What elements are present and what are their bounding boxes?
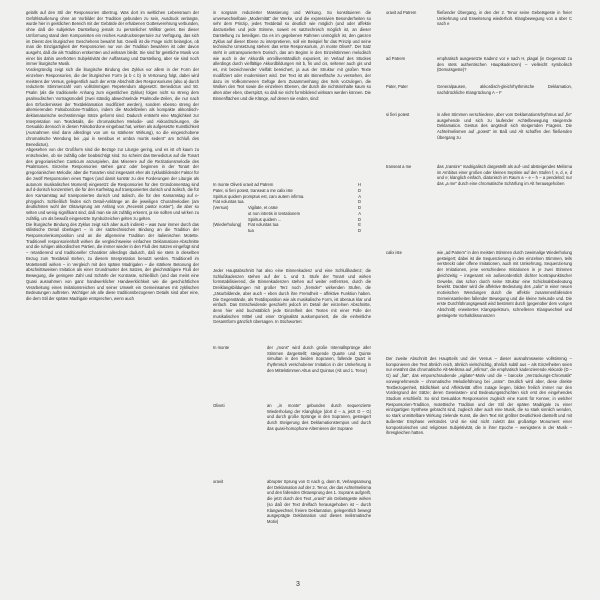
cadence-letter: D xyxy=(358,216,361,222)
poem-line-text: Fiat voluntas tua xyxy=(248,222,279,228)
paragraph: Vordergründig zeigt sich die liturgische Bindung des Zyklus vor allem in der Form der einzelnen Responsorien, die der liturgischen Form (a b c b) in Vertonung folgt, dabei wird meistens der Versus, gelegentlich auch der erste Abschnitt des Responsoriums (also a) durch reduzierte Stimmenzahl vom vollstimmigen Repetendum abgesetzt. Benedictus und 50. Psalm (als die traditionelle Anhang zum eigentlichen Zyklus) folgen nicht so streng dem psalmodischen Vortragsmodell (zwei ständig abwechselnde Psalmodie-Zeilen, die nur nach den Erfordernissen der Textdeklamation modifiziert werden), sondern ebenso streng der alternierenden Falsobordone-Tradition, indem die Modellzeilen als kompakte akkordisch-deklamatorische sechsstimmige Sätze geformt sind. Dadurch entsteht eine Möglichkeit zur Interpretation von Textdetails, die chromatischen Melodie- und Akkordrückungen, die Gesualdo dennoch in diesen Falsobordone eingebaut hat, wirken als aufgesetzte Kunstlichkeit (Ausnahmen sind dann allerdings von um so stärkerer Wirkung), so die eingeschobene chromatische Wendung bei „qui in sensibus et umbra mortis sedent" am Schluß des Benedictus). xyxy=(26,67,199,147)
paragraph: Abgesehen von der Großform sind die Bezüge zur Liturgie gering, und es ist oft kaum zu entscheiden, ob sie zufällig oder beabsichtigt sind. So scheint das Benedictus auf die Tonart des gregorianischen Canticum anzuspielen, das Miserere auf die Rezitationsmelodie des Psalmtones. Einzelne Responsorien stehen ganz oder beginnen in der Tonart der gregorianischen Melodie; aber die Tonarten sind insgesamt eher als zyklusbildender Faktor für die zwölf Responsorien eines Tages (und damit konträr zu den Forderungen der Liturgie als autonom musikalisches Moment) eingesetzt: die Responsorien für den Gründonnerstag sind auf d-dorisch konzentriert, die für den Karfreitag auf transponiertes dorisch und äolisch, die für den Karsamstag auf transponiertes dorisch und äolisch, die für den Karsamstag auf e-phrygisch. Schließlich finden sich Detail-Anklänge an die jeweiligen Choralmelodien (am deutlichsten wohl der Oktavsprung am Anfang von „Recessit pastor noster"), die aber so selten und wenig signifikant sind, daß man sie als zufällig erkennt, ja sie sollten und wirken zu zufällig, um als bewußt eingesetzte Symbolzeichen gelten zu gelten. xyxy=(26,147,199,221)
gloss-description: Generalpausen, akkordisch-gleichrhythmische Deklamation, nachdrückliche Klangrückung A – F xyxy=(437,84,572,95)
gloss-description: wie „ad Patrem" in den meisten Stimmen durch zweimalige Wiederholung gesteigert; dabei ist die Sequenzierung in den einzelnen Stimmen, teils verstreckt oder offene Imitationen, auch mit Umkehrung, Sequenzierung der Imitationen, jene verschiedene Imitationen in je zwei Stimmen gleichzeitig – insgesamt ein außerordentlich dichter kontrapunktischer Gewebe, das schon durch seine Struktur eine Schicksalsbedeutung bewirkt. Daraber wird die affektive Bedeutung des „calix" in einer neuen motivischen Wendungen durch die affektiv zusammenfallenden Gemeinsamkeiten fallender Bewegung und die kleine Sekunde und. Die erste Durchführungsgewalt wird bestimmt durch (gegenüber dem vorigen Abschnitt) erweitertes Klangspektrum, schnelleren Klangwechsel und gesteigerte Vorhaltdissonanzen xyxy=(437,250,572,318)
gloss-description: das „transire" madrigalisch dargestellt als auf- und absteigendes Melisma im Ambitus einer großen oder kleinen Septime auf den Stufen f, e, d, e, d und e; klanglich einfach, diatonisch im Raum a – e – h – a pendelnd; nur das „a me" durch eine chromatische Schärfung im Alt herausgehoben xyxy=(437,164,572,187)
gloss-term: oravit ad Patrem xyxy=(386,10,417,15)
cadence-letter: D xyxy=(358,228,361,233)
gloss-description: abrupter Sprung von G nach g, dann B, Verlangsamung der Deklamation auf der 2. Tenor, der das Achtelmelisma und den fallenden Oktavsprung des 1. Soprans aufgreift, die jetzt durch den Text „oravit" als Gebetsgeste wirken (so daß der Text drelfach herausgehoben ist – durch Klangwechsel, freiere Deklamation, gelegentlich bewegt ausgeprägte Deklamation und dieses melismatische Motiv) xyxy=(267,479,371,525)
gloss-term: ad Patrem xyxy=(386,56,406,61)
column-middle-intro xyxy=(213,10,371,175)
paragraph: Der zweite Abschnitt des Hauptteils und der Versus – dieser ausnahmsweise vollstimmig – komponieren den Text ähnlich reich, ähnlich vielschichtig, ähnlich subtil aus – als Einzelheiten seien nur erwähnt das chromatische Alt-Melisma auf „infirma", die emphatisch kadenzierende Akkorde (D – G) auf „fiat", das emporschraubende „vigilate"-Motiv und die – barocke „Verzückungs-Chromatik" vorwegnehmende – chromatische Melodieführung bei „orate". Deutlich wird aber, diese direkte Textbezogenheit, Bildlichkeit und Affektivität offen zutage liegen, bilden freilich immer nur den Vordergrund der Sätze; deren Geselasten- und Bedeutungsschichten sich erst den eingehendes Studium erschließt. So sind Gesualdos Responsorien zugleich eine Kunst für Kenner, in welcher Responsorien-Tradition, motettische Tradition und der Stil der späten Madrigale zu einer einzigartigen Synthese gebracht sind, zugleich aber auch eine Musik, die so stark sinnlich wenden, so stark unmittelbare Wirkung zielende Kunst, die dem Text mit größter Deutlichkeit darstellt und mit äußerster Emphase verkündet. Und sie sind nicht zuletzt das großartige Monument einer kompositorischen und religiösen Subjektivität, die in ihrer Epoche – wenigstens in der Musik – ihresgleichen hatten. xyxy=(386,356,572,436)
poem-line-text: In monte Oliveti oravit ad Patrem xyxy=(213,182,274,187)
page-number: 3 xyxy=(296,581,300,588)
paragraph: gelalls auf den Stil der Responsorien übertrug. Was dort im weltlichen Lebensraum der Gefühlsäußerung ohne an Vorbilder der Tradition gebunden zu sein, Ausdruck verlangte, wurde hier in geistlichen Bereich mit der Gebärde der erhabenen Gottesverehrung verbunden, ohne daß die subjektive Darstellung jemals zu persönlicher Willkür geriet. Bei dieser Umformung stand dem Komponisten ein reiches Ausdrucksrepertoire zur Verfügung, das sich im Dienst des liturgischen Geschehens bewahrt hat. Gewiß ist die Frage nicht belanglos, ob man die Einzigartigkeit der Responsorien nur von der Tradition bewahren ist oder davon ausgeht, daß die als Tradition entkernten und wirksam bleibt. Sie sind für geistliche Musik von einer bis dahin unerhörten Subjektivität der Auffassung und Darstellung, aber sie sind noch immer liturgische Musik. xyxy=(26,10,199,67)
column-right-conclusion xyxy=(386,356,572,576)
poem-line-text: tua xyxy=(248,228,254,233)
cadence-letter: D xyxy=(358,187,361,193)
gloss-term: In monte xyxy=(213,345,230,350)
gloss-description: an „in monte" gebunden durch sequenzierte Wiederholung der Klangfolge (dort d – a, jetzt D – G) und durch große Sprünge in den Sopranen, gesteigert durch Steigerung des Deklamationstempos und durch das quasi-homophone Alternieren der Soprane xyxy=(267,403,371,431)
paragraph: Die liturgische Bindung des Zyklus zeigt sich aber auch indirekt – was zwar immer durch das stilistische Detail überlagert – in der satztechnischen Bindung an die Tradition der Responsorienkomposition und an die allgemeine Tradition der italienischen Motette. Traditionell responsorienhaft wirken die vergleichsweise einfachen Deklamations-Abschnitte und die ruhigen akkordischen Partien, die immer wieder in den Fluß des Satzes eingefügt sind – retardierend und traditioneller Charakter allerdings dadurch, daß sie stets in dieselben Bezug zum Textdetail stehen, zu diesem Interpretation benutzt werden. Traditionell im Motettenstil wirken – in Vergleich mit den späten Madrigalen – die stärkere Betonung der abschnittsweisen Imitation als einer Grundmuster des Satzes, der gleichmäßigere Fluß der Bewegung, die geringere Zahl und Schärfe der Kontraste, schließlich (und das meint eine Quasi ausnahmen von ganz handwerklicher Handwerklichkeit wie die geschichtlichen Verarbeitung eines imitationsreichen und seiner Umwelt ein Gemeinsames mit zyklischen Bedeutungen auftreten. Wichtiger als alle diese traditionsbezogenen Details sind aber eine, die dem Stil der späten Madrigale entsprechen, wenn auch xyxy=(26,221,199,301)
gloss-term: Oliveti xyxy=(213,403,225,408)
cadence-letter: D xyxy=(358,199,361,205)
cadence-letter: A xyxy=(358,210,361,216)
poem-line-text: Spiritus quidem ... xyxy=(248,216,282,222)
poem-line-label: (Wiederholung) xyxy=(213,222,242,228)
gloss-term: oravit xyxy=(213,479,224,484)
poem-line-label: (Versus) xyxy=(213,205,229,210)
gloss-term: si fieri potest xyxy=(386,112,410,117)
gloss-term: Pater, Pater xyxy=(386,84,408,89)
column-middle-analysis xyxy=(213,268,371,334)
gloss-description: in allen Stimmen verschiedene, aber vom Deklamationsrhythmus auf „fie" ausgehende und sich zu laufender Achtelbewegung steigernde Deklamation. Gestus des angstvoll sich steigernden Fragens. Die Achtelmelismen auf „potest" im Baß und Alt schaffen den fließenden Übergang zu xyxy=(437,112,572,140)
gloss-term: transeat a me xyxy=(386,164,412,169)
column-left xyxy=(26,10,199,580)
poem-line-text: Vigilate, et orate xyxy=(248,205,278,210)
paragraph: Jeder Hauptabschnitt hat also eine Binnenkadenz und eine Schlußkadenz; die Schlußkadenzen stehen auf der 1. und 3. Stufe der Tonart und wirken formstabilisierend, die Binnenkadenzen stehen auf weiter entfernten, durch die Dreiklangsbildungen mit großer Terz noch „fremder" wirkenden Stufen, die „zäsurbildende, aber auch – eben durch ihre Fremdheit – affektive Funktion haben. Die Gegenstände, als Textdisposition wie als musikalische Form, ist überaus klar und einfach. Das Entscheidende geschieht jedoch im Detail der einzelnen Abschnitte, denn hier wird buchstäblich jede Einzelheit des Textes mit einer Fülle der musikalischen Mittel und einer Originalität auskomponiert, die die einheitliche Gesamtform gänzlich übersagen. In Stichworten: xyxy=(213,268,371,325)
gloss-term: calix iste xyxy=(386,250,402,255)
cadence-letter: H xyxy=(358,182,361,187)
poem-line-text: Spiritus quidem promptus est, caro autem infirma. xyxy=(213,193,305,199)
poem-line-text: Pater, si fieri potest, transeat a me calix iste xyxy=(213,187,293,193)
gloss-description: fließender Übergang, in den der 2. Tenor seine Gebetsgeste in freier Umkehrung und Erweiterung wiederholt. Klangbewegung von a über C nach e xyxy=(437,10,572,27)
poem-line xyxy=(213,228,371,234)
cadence-letter: E xyxy=(358,222,361,228)
cadence-letter: A xyxy=(358,193,361,199)
cadence-letter: D xyxy=(358,205,361,210)
responsory-text xyxy=(213,182,371,234)
gloss-description: der „mons" wird durch große Intervallsprünge aller Stimmen dargestellt; steigende Quarte und Quinte simultan in den beiden Sopranen, fallende Quart in rhythmisch verschobener Imitation in der Umkehrung in den Mittelstimmen Altus und Quintus (Alt und 1. Tenor) xyxy=(267,345,371,373)
paragraph: in sorgsam reduzierter Massierung und Wirkung. So konstituieren die unverwechselbare „Modernität" der Werke, und die expressivien Besonderheiten so sehr dem Prinzip, jedes Textdetail so deutlich wie möglich (und oder affektiv darzustellen und jede Stimme, soweit es satztechnisch möglich ist, an dieser Darstellung zu beteiligen. Da es im gegebenen Rahmen unmöglich ist, den ganzen Zyklus auf dieser Ebene zu interpretieren, soll ein Beispiel für das Prinzip und seine technische Umsetzung stehen: das erste Responsorium, „In monte Oliveti". Der Satz steht in untransponiertem Dorisch, das am Beginn in den Einzelstimmen melodisch wie auch in der Akkordik unmißverständlich exponiert, im Verlauf des Stückes allerdings durch vielfältige Akkordbildungen mit b, fis und cis, seltener auch gis und es, mit bezeichnender Vielfalt bereichert, ja aus der Struktur mit großen Texte modifiziert oder modernisiert wird. Der Text ist als Binnenfläche zu verstehen, der dazu im Vollkommenen Gefüge dem Zusammenhang des Sels vorzulegen, die Wolken den Text sowie die einzelnen Ebenen, der durch die nichtsinnhalte kaum so alten aber eben, überspitzt, so daß sie nicht formbildend wirksam werden können. Die Binnenflächen und die Klänge, auf denen sie enden, sind: xyxy=(213,10,371,101)
poem-line-text: ut non intretis in tentationem xyxy=(248,210,301,216)
poem-line-text: Fiat voluntas tua. xyxy=(213,199,245,205)
gloss-description: emphatisch ausgesetzte Kadenz vor e nach H, plagal (in Gegensatz zu den stets authentischen Hauptkadenzen) – vielleicht symbolisch (Demutsgeste)? xyxy=(437,56,572,73)
